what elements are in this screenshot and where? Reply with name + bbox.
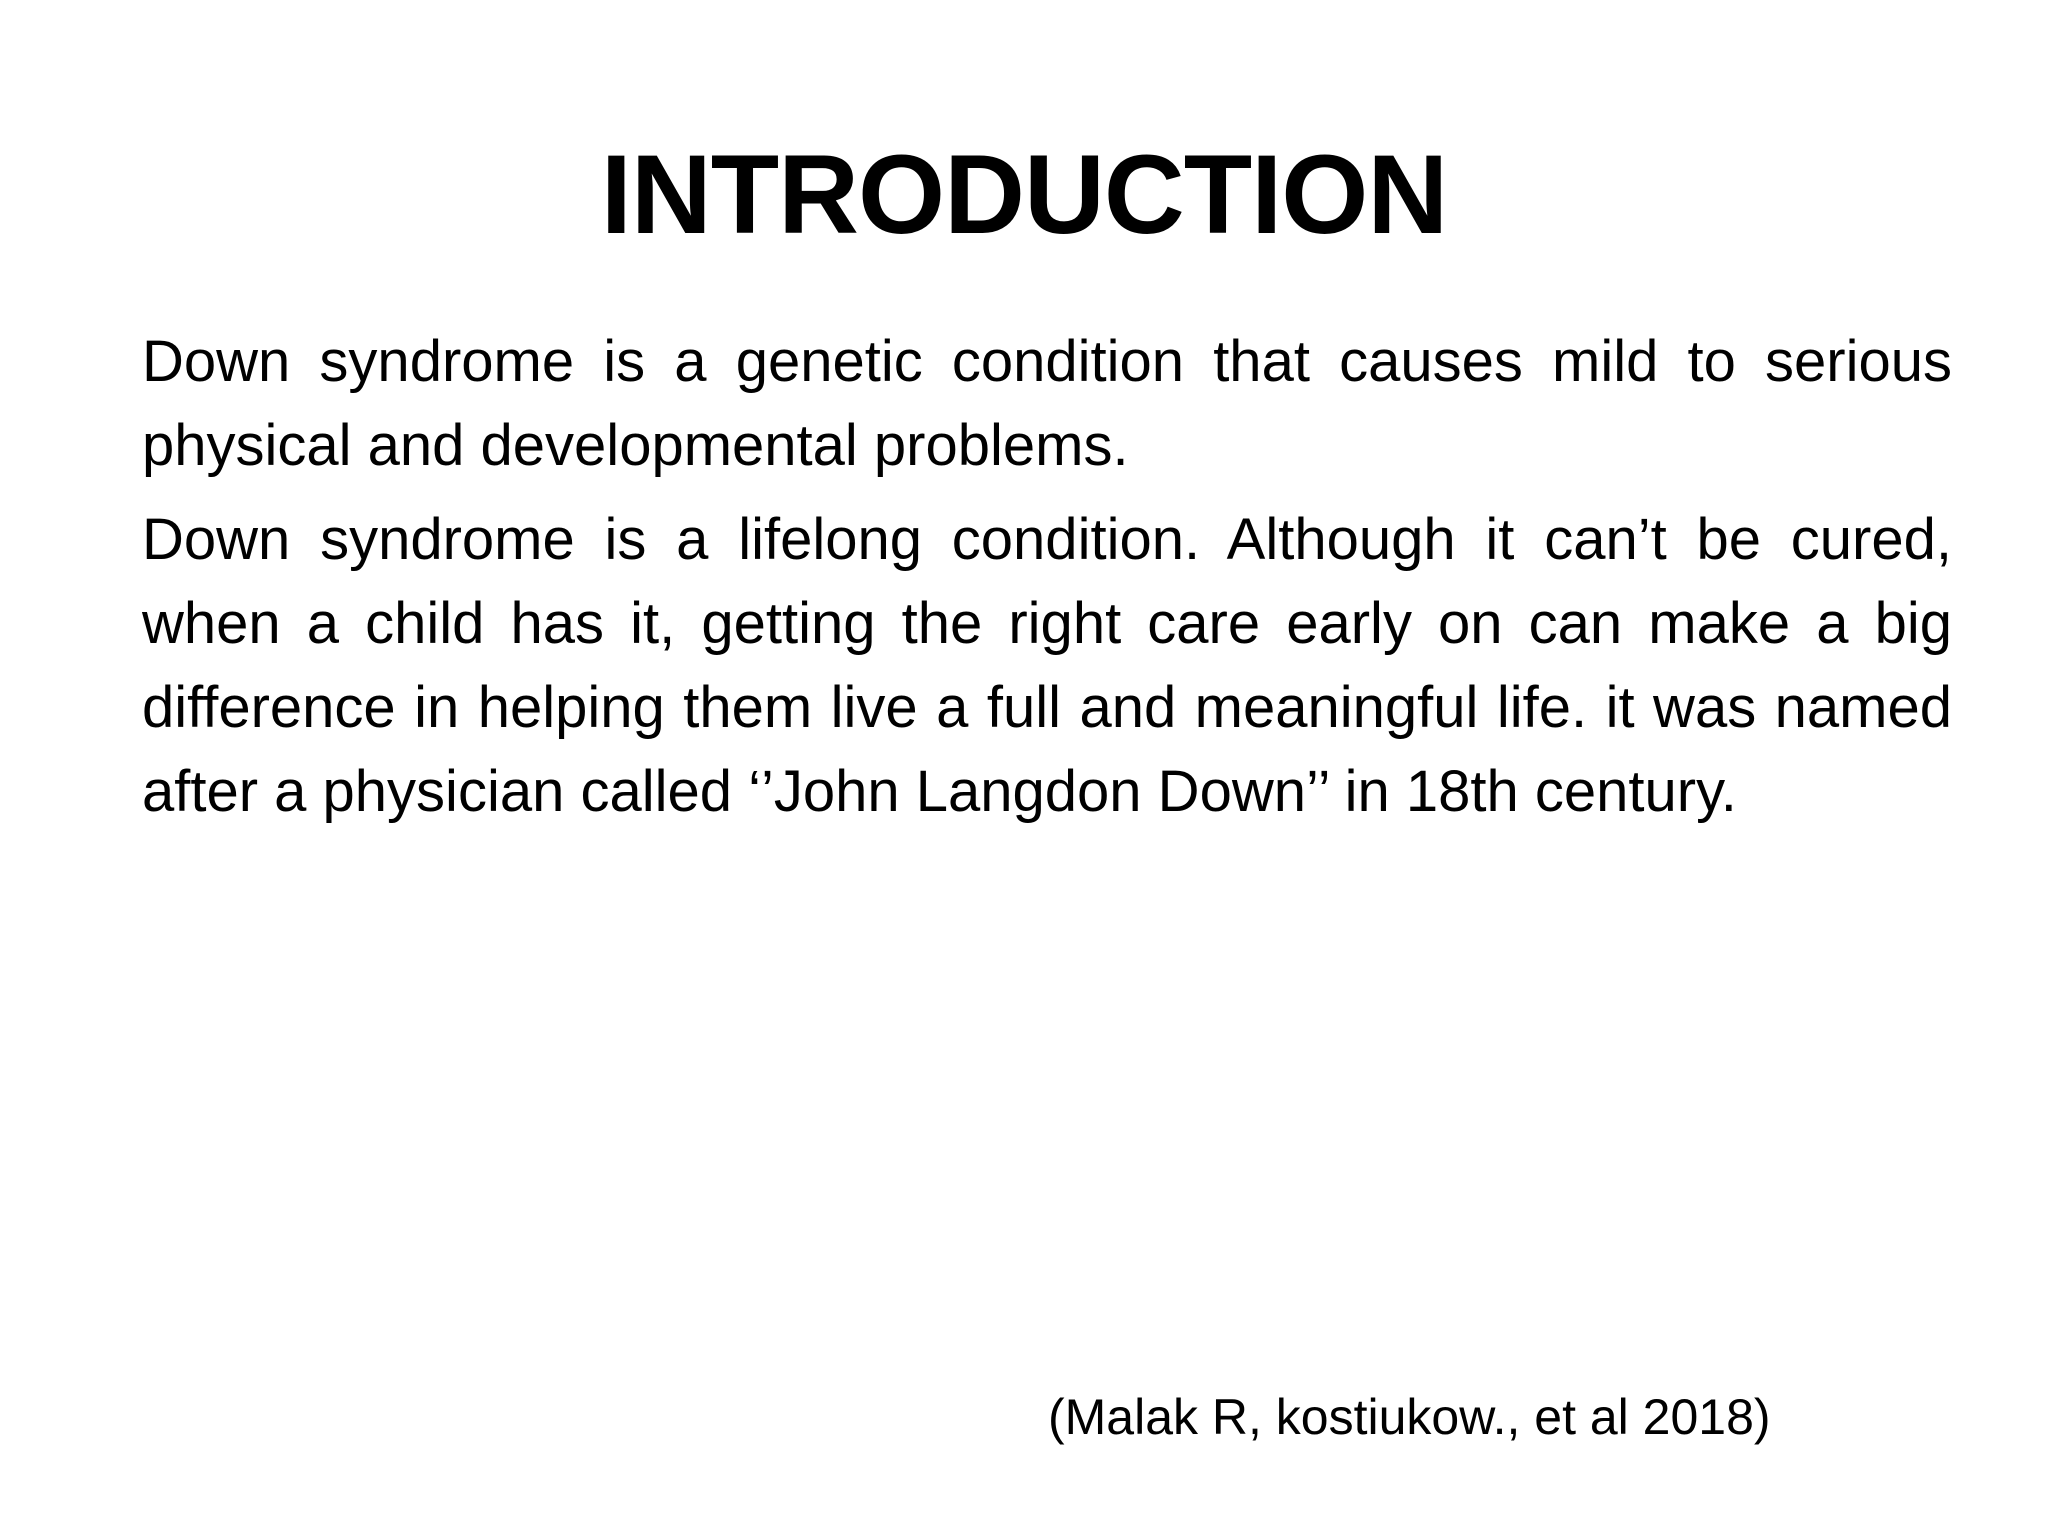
slide-title: INTRODUCTION — [600, 132, 1448, 257]
body-paragraph-definition: Down syndrome is a genetic condition that causes mild to serious physical and developmental problems. — [142, 329, 1952, 478]
citation: (Malak R, kostiukow., et al 2018) — [1048, 1389, 1771, 1445]
body-paragraph-lifelong: Down syndrome is a lifelong condition. Although it can’t be cured, when a child has it, getting the right care early on can make a big difference in helping them live a full and meaningful life. it was named after a physician called ‘’John Langdon Down’’ in 18th century. — [142, 507, 1952, 824]
slide-body — [142, 320, 1952, 844]
